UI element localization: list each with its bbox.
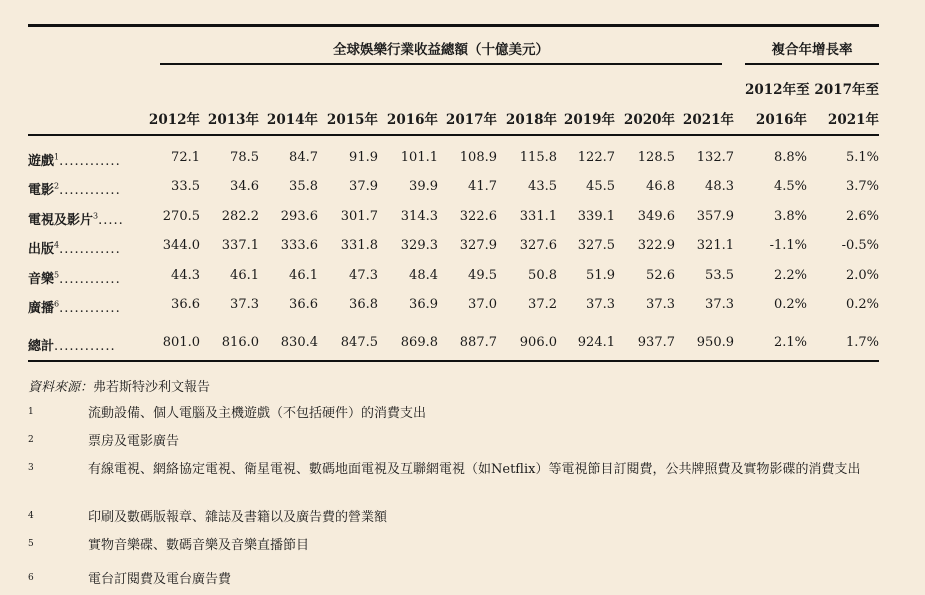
row-label-text: 遊戲 — [28, 154, 55, 169]
revenue-cell: 37.9 — [349, 179, 378, 194]
row-label — [28, 335, 116, 354]
row-label-text: 音樂 — [28, 272, 55, 287]
year-header: 2019年 — [563, 112, 615, 128]
revenue-cell: 36.6 — [171, 297, 200, 312]
table-row — [0, 238, 925, 262]
footnote-marker: 4 — [54, 240, 60, 250]
leader-dots: ............ — [59, 272, 121, 287]
revenue-cell: 331.8 — [340, 238, 378, 253]
leader-dots: ............ — [59, 242, 121, 257]
leader-dots: ............ — [59, 301, 121, 316]
table-top-rule — [28, 24, 879, 27]
revenue-cell: 869.8 — [400, 335, 438, 350]
footnote-text: 有線電視、網絡協定電視、衛星電視、數碼地面電視及互聯網電視（如Netflix）等電視節目訂閱費，公共牌照費及實物影碟的消費支出 — [88, 462, 861, 477]
cagr-2012-2016-cell: 2.2% — [773, 268, 807, 283]
revenue-cell: 53.5 — [705, 268, 734, 283]
revenue-cell: 327.5 — [577, 238, 615, 253]
revenue-cell: 339.1 — [577, 209, 615, 224]
cagr-col1-line2: 2016年 — [755, 112, 807, 128]
year-header: 2018年 — [505, 112, 557, 128]
row-label-text: 電視及影片 — [28, 213, 94, 228]
revenue-cell: 322.6 — [459, 209, 497, 224]
cagr-2012-2016-cell: 3.8% — [773, 209, 807, 224]
revenue-cell: 34.6 — [230, 179, 259, 194]
revenue-cell: 122.7 — [577, 150, 615, 165]
cagr-2012-2016-cell: 2.1% — [773, 335, 807, 350]
revenue-cell: 128.5 — [637, 150, 675, 165]
revenue-cell: 48.4 — [409, 268, 438, 283]
total-top-rule — [28, 360, 879, 362]
revenue-cell: 49.5 — [468, 268, 497, 283]
revenue-cell: 37.3 — [586, 297, 615, 312]
table-row — [0, 268, 925, 292]
footnote-number: 3 — [28, 463, 34, 473]
footnote-text: 實物音樂碟、數碼音樂及音樂直播節目 — [88, 538, 310, 553]
cagr-2012-2016-cell: 0.2% — [773, 297, 807, 312]
leader-dots: ............ — [54, 339, 116, 354]
footnote-number: 5 — [28, 539, 34, 549]
revenue-cell: 357.9 — [696, 209, 734, 224]
year-header: 2021年 — [682, 112, 734, 128]
revenue-cell: 52.6 — [646, 268, 675, 283]
revenue-cell: 132.7 — [696, 150, 734, 165]
revenue-cell: 115.8 — [519, 150, 557, 165]
revenue-cell: 36.8 — [349, 297, 378, 312]
year-header: 2015年 — [326, 112, 378, 128]
cagr-2017-2021-cell: 0.2% — [845, 297, 879, 312]
row-label-text: 總計 — [28, 339, 55, 354]
revenue-cell: 349.6 — [637, 209, 675, 224]
revenue-cell: 46.1 — [230, 268, 259, 283]
row-label-text: 電影 — [28, 183, 55, 198]
revenue-cell: 847.5 — [340, 335, 378, 350]
revenue-cell: 924.1 — [577, 335, 615, 350]
revenue-cell: 78.5 — [230, 150, 259, 165]
revenue-cell: 37.0 — [468, 297, 497, 312]
revenue-cell: 45.5 — [586, 179, 615, 194]
cagr-2012-2016-cell: 8.8% — [773, 150, 807, 165]
row-label — [28, 297, 121, 316]
header-bottom-rule — [28, 134, 879, 136]
revenue-cell: 44.3 — [171, 268, 200, 283]
footnote-text: 流動設備、個人電腦及主機遊戲（不包括硬件）的消費支出 — [88, 406, 427, 421]
row-label — [28, 238, 121, 257]
table-row — [0, 150, 925, 174]
year-header: 2017年 — [445, 112, 497, 128]
footnote-text: 票房及電影廣告 — [88, 434, 180, 449]
source-text: 弗若斯特沙利文報告 — [93, 380, 211, 395]
year-header: 2012年 — [148, 112, 200, 128]
footnote-marker: 2 — [54, 181, 60, 191]
revenue-cell: 801.0 — [162, 335, 200, 350]
footnote-number: 4 — [28, 511, 34, 521]
revenue-cell: 337.1 — [221, 238, 259, 253]
revenue-cell: 41.7 — [468, 179, 497, 194]
revenue-cell: 35.8 — [289, 179, 318, 194]
revenue-cell: 322.9 — [637, 238, 675, 253]
global-header-rule — [160, 63, 722, 65]
cagr-2017-2021-cell: 1.7% — [845, 335, 879, 350]
revenue-cell: 51.9 — [586, 268, 615, 283]
revenue-cell: 282.2 — [221, 209, 259, 224]
year-header: 2013年 — [207, 112, 259, 128]
source-line — [28, 376, 210, 395]
cagr-col2-line1: 2017年至 — [814, 82, 879, 98]
revenue-cell: 270.5 — [162, 209, 200, 224]
footnote-number: 1 — [28, 407, 34, 417]
revenue-cell: 46.8 — [646, 179, 675, 194]
revenue-cell: 36.9 — [409, 297, 438, 312]
revenue-cell: 293.6 — [280, 209, 318, 224]
revenue-cell: 816.0 — [221, 335, 259, 350]
revenue-cell: 327.6 — [519, 238, 557, 253]
revenue-cell: 37.3 — [646, 297, 675, 312]
year-header: 2020年 — [623, 112, 675, 128]
revenue-cell: 887.7 — [459, 335, 497, 350]
revenue-cell: 47.3 — [349, 268, 378, 283]
footnote-marker: 6 — [54, 299, 60, 309]
footnote-text: 印刷及數碼版報章、雜誌及書籍以及廣告費的營業額 — [88, 510, 388, 525]
cagr-2017-2021-cell: -0.5% — [841, 238, 879, 253]
row-label — [28, 179, 121, 198]
year-header: 2016年 — [386, 112, 438, 128]
cagr-2012-2016-cell: -1.1% — [769, 238, 807, 253]
revenue-cell: 50.8 — [528, 268, 557, 283]
revenue-cell: 830.4 — [280, 335, 318, 350]
table-row — [0, 209, 925, 233]
row-label — [28, 150, 121, 169]
leader-dots: ............ — [59, 154, 121, 169]
revenue-cell: 39.9 — [409, 179, 438, 194]
footnote-marker: 3 — [93, 211, 99, 221]
revenue-cell: 906.0 — [519, 335, 557, 350]
table-row — [0, 297, 925, 321]
revenue-cell: 937.7 — [637, 335, 675, 350]
revenue-cell: 46.1 — [289, 268, 318, 283]
revenue-cell: 48.3 — [705, 179, 734, 194]
revenue-cell: 301.7 — [340, 209, 378, 224]
cagr-2017-2021-cell: 3.7% — [845, 179, 879, 194]
revenue-cell: 329.3 — [400, 238, 438, 253]
row-label-text: 廣播 — [28, 301, 55, 316]
revenue-cell: 344.0 — [162, 238, 200, 253]
revenue-cell: 37.3 — [705, 297, 734, 312]
revenue-cell: 108.9 — [459, 150, 497, 165]
cagr-header-rule — [745, 63, 879, 65]
revenue-cell: 72.1 — [171, 150, 200, 165]
row-label — [28, 268, 121, 287]
year-header: 2014年 — [266, 112, 318, 128]
revenue-cell: 331.1 — [519, 209, 557, 224]
revenue-cell: 43.5 — [528, 179, 557, 194]
cagr-2017-2021-cell: 2.0% — [845, 268, 879, 283]
footnote-marker: 1 — [54, 152, 60, 162]
table-row — [0, 179, 925, 203]
footnote-number: 6 — [28, 573, 34, 583]
cagr-2017-2021-cell: 2.6% — [845, 209, 879, 224]
leader-dots: ..... — [98, 213, 124, 228]
revenue-cell: 36.6 — [289, 297, 318, 312]
row-label — [28, 209, 124, 228]
revenue-cell: 37.2 — [528, 297, 557, 312]
global-revenue-header: 全球娛樂行業收益總額（十億美元） — [333, 42, 549, 58]
cagr-header: 複合年增長率 — [771, 42, 853, 58]
cagr-2012-2016-cell: 4.5% — [773, 179, 807, 194]
cagr-2017-2021-cell: 5.1% — [845, 150, 879, 165]
leader-dots: ............ — [59, 183, 121, 198]
cagr-col1-line1: 2012年至 — [745, 82, 810, 98]
footnote-text: 電台訂閱費及電台廣告費 — [88, 572, 232, 587]
revenue-cell: 101.1 — [400, 150, 438, 165]
source-label: 資料來源： — [28, 380, 94, 395]
revenue-cell: 321.1 — [696, 238, 734, 253]
cagr-col2-line2: 2021年 — [827, 112, 879, 128]
row-label-text: 出版 — [28, 242, 55, 257]
revenue-cell: 950.9 — [696, 335, 734, 350]
table-row — [0, 335, 925, 359]
revenue-cell: 327.9 — [459, 238, 497, 253]
footnote-number: 2 — [28, 435, 34, 445]
revenue-cell: 84.7 — [289, 150, 318, 165]
revenue-cell: 314.3 — [400, 209, 438, 224]
revenue-cell: 91.9 — [349, 150, 378, 165]
footnote-marker: 5 — [54, 270, 60, 280]
revenue-cell: 37.3 — [230, 297, 259, 312]
revenue-cell: 33.5 — [171, 179, 200, 194]
revenue-cell: 333.6 — [280, 238, 318, 253]
